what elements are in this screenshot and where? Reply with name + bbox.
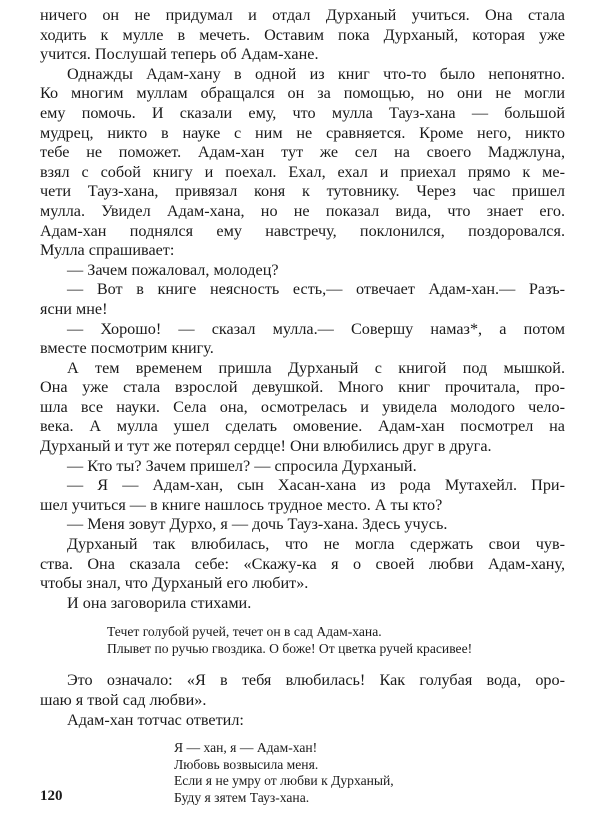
paragraph [40,261,565,281]
text-line: — Зачем пожаловал, молодец? [67,260,279,279]
text-line: чети Тауз-хана, привязал коня к тутовнику. Через час пришел [40,182,565,201]
paragraph [40,711,565,731]
paragraph [40,476,565,515]
text-line: ему помочь. И сказали ему, что мулла Тауз-хана — большой [40,103,565,122]
text-line: ничего он не придумал и отдал Дурханый учиться. Она стала [40,6,565,24]
verse-line: Любовь возвысила меня. [174,756,319,772]
paragraph [40,594,565,614]
text-line: шел учиться — в книге нашлось трудное место. А ты кто? [40,495,443,514]
text-line: чтобы знал, что Дурханый его любит». [40,574,309,593]
text-line: Адам-хан поднялся ему навстречу, поклонился, поздоровался. [40,221,565,240]
text-line: Дурханый так влюбилась, что не могла сдержать свои чув- [67,535,565,554]
text-line: — Хорошо! — сказал мулла.— Совершу намаз*, а потом [67,319,565,338]
prose-block-1 [40,6,565,613]
text-line: Адам-хан тотчас ответил: [67,710,244,729]
text-line: ходить к мулле в мечеть. Оставим пока Дурханый, которая уже [40,25,565,44]
text-line: Однажды Адам-хану в одной из книг что-то было непонятно. [67,64,565,83]
text-line: Она уже стала взрослой девушкой. Много книг прочитала, про- [40,378,565,397]
text-line: шаю я твой сад любви». [40,691,207,709]
text-line: — Вот в книге неясность есть,— отвечает Адам-хан.— Разъ- [67,280,565,299]
paragraph [40,65,565,261]
text-line: — Меня зовут Дурхо, я — дочь Тауз-хана. Здесь учусь. [67,515,448,534]
text-line: Мулла спрашивает: [40,241,175,260]
text-line: Это означало: «Я в тебя влюбилась! Как голубая вода, оро- [67,671,565,690]
text-line: И она заговорила стихами. [67,593,252,612]
text-line: А тем временем пришла Дурханый с книгой под мышкой. [67,358,565,377]
text-line: века. А мулла ушел сделать омовение. Адам-хан посмотрел на [40,417,565,436]
paragraph [40,280,565,319]
paragraph [40,6,565,65]
verse-durkhany [107,624,565,657]
text-line: мулла. Увидел Адам-хана, но не показал вида, что знает его. [40,201,565,220]
paragraph [40,457,565,477]
book-page-text [40,6,565,806]
verse-line: Течет голубой ручей, течет он в сад Адам-хана. [107,624,382,640]
text-line: Дурханый и тут же потерял сердце! Они влюбились друг в друга. [40,437,492,456]
text-line: шла все науки. Села она, осмотрелась и увидела молодого чело- [40,397,565,416]
paragraph [40,320,565,359]
paragraph [40,671,565,710]
text-line: взял с собой книгу и поехал. Ехал, ехал и приехал прямо к ме- [40,162,565,181]
text-line: — Я — Адам-хан, сын Хасан-хана из рода Мутахейл. При- [67,476,565,495]
paragraph [40,515,565,535]
text-line: ства. Она сказала себе: «Скажу-ка я о своей любви Адам-хану, [40,554,565,573]
verse-adam-khan [174,740,565,806]
verse-line: Я — хан, я — Адам-хан! [174,740,318,756]
page-number: 120 [40,788,63,804]
text-line: вместе посмотрим книгу. [40,339,214,358]
text-line: тебе не поможет. Адам-хан тут же сел на своего Маджлуна, [40,143,565,162]
text-line: ясни мне! [40,299,108,318]
paragraph [40,359,565,457]
prose-block-2 [40,671,565,730]
text-line: — Кто ты? Зачем пришел? — спросила Дурханый. [67,456,417,475]
verse-line: Плывет по ручью гвоздика. О боже! От цветка ручей красивее! [107,640,473,656]
paragraph [40,535,565,594]
text-line: учится. Послушай теперь об Адам-хане. [40,45,319,64]
verse-line: Буду я зятем Тауз-хана. [174,789,310,805]
verse-line: Если я не умру от любви к Дурханый, [174,773,394,789]
text-line: мудрец, никто в науке с ним не сравняется. Кроме него, никто [40,123,565,142]
text-line: Ко многим муллам обращался он за помощью, но они не могли [40,84,565,103]
